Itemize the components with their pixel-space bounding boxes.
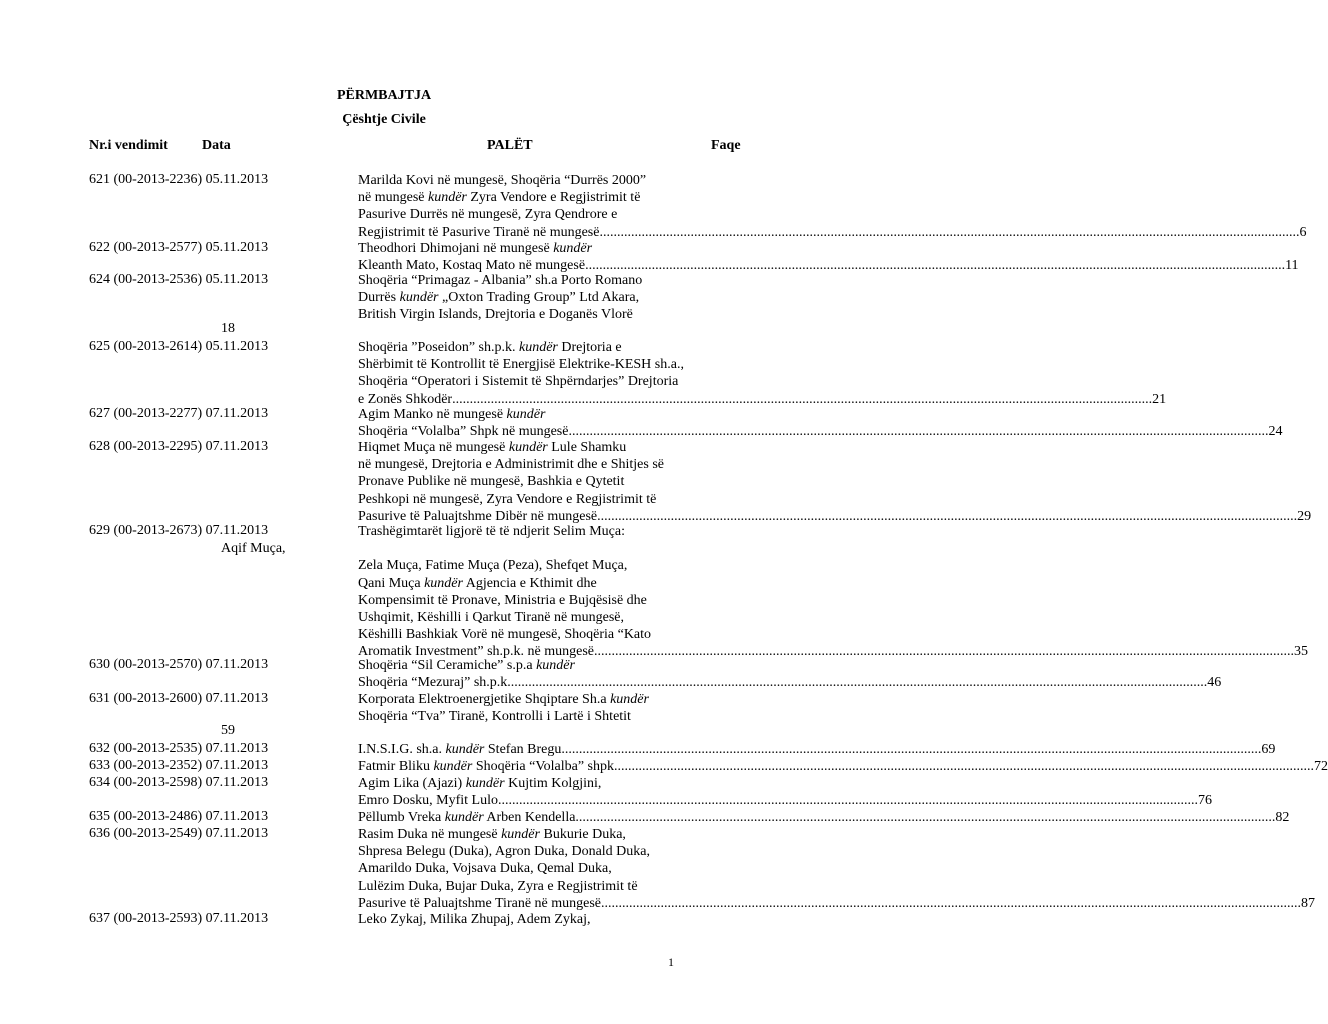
parties-line-text: Peshkopi në mungesë, Zyra Vendore e Regjistrimit të: [358, 491, 657, 507]
parties-line: [358, 826, 724, 843]
parties-line-text: Shoqëria “Primagaz - Albania” sh.a Porto Romano: [358, 273, 643, 288]
parties-line: [358, 741, 1276, 758]
dot-leader: ........................................................................................................................................................................................................: [597, 508, 1298, 524]
parties-line-text: Shoqëria ”Poseidon” sh.p.k. kundër Drejtoria e: [358, 340, 622, 355]
case-number-date: 634 (00-2013-2598) 07.11.2013: [89, 775, 269, 790]
parties-line-text: Fatmir Bliku kundër Shoqëria “Volalba” shpk: [358, 759, 614, 774]
parties-line: [358, 895, 1316, 912]
parties-line: [358, 758, 1328, 775]
entry-page-number: 21: [1152, 391, 1167, 407]
parties-text: [358, 272, 724, 324]
parties-text: [358, 809, 1290, 826]
dot-leader: ........................................................................................................................................................................................................: [585, 258, 1286, 274]
case-number-date: 637 (00-2013-2593) 07.11.2013: [89, 911, 269, 926]
parties-text: [358, 657, 1222, 691]
entry-page-number: 76: [1198, 793, 1212, 809]
parties-line: [358, 224, 1307, 241]
parties-line: [358, 592, 724, 609]
parties-line: [358, 423, 1283, 440]
parties-line: [358, 557, 724, 574]
toc-subtitle: Çështje Civile: [342, 112, 426, 127]
parties-line: [358, 708, 724, 725]
parties-text: [358, 775, 1212, 809]
parties-line-text: Shoqëria “Operatori i Sistemit të Shpërndarjes” Drejtoria: [358, 374, 679, 390]
header-decision-number: Nr.i vendimit: [89, 138, 168, 153]
parties-text: [358, 758, 1328, 775]
entry-page-number: 24: [1268, 424, 1283, 440]
header-date: Data: [202, 138, 231, 153]
parties-line-text: Trashëgimtarët ligjorë të të ndjerit Selim Muça:: [358, 524, 625, 539]
case-number-date: 624 (00-2013-2536) 05.11.2013: [89, 272, 269, 287]
parties-line-text: Regjistrimit të Pasurive Tiranë në mungesë: [358, 224, 600, 240]
entry-page-number: 11: [1285, 258, 1299, 274]
parties-line: [358, 657, 724, 674]
parties-text: [358, 406, 1283, 440]
parties-line: [358, 189, 724, 206]
case-number-date: 635 (00-2013-2486) 07.11.2013: [89, 809, 269, 824]
header-page: Faqe: [711, 138, 741, 153]
parties-line: [358, 540, 724, 557]
dot-leader: ........................................................................................................................................................................................................: [507, 675, 1208, 691]
parties-line-text: Rasim Duka në mungesë kundër Bukurie Duka,: [358, 827, 626, 842]
parties-line: [358, 172, 724, 189]
parties-line: [358, 575, 724, 592]
parties-line-text: Agim Lika (Ajazi) kundër Kujtim Kolgjini,: [358, 776, 602, 791]
parties-line: [358, 406, 724, 423]
dot-leader: ........................................................................................................................................................................................................: [601, 895, 1302, 911]
parties-line: [358, 356, 724, 373]
dot-leader: ........................................................................................................................................................................................................: [614, 759, 1314, 774]
parties-line-text: në mungesë kundër Zyra Vendore e Regjistrimit të: [358, 190, 641, 206]
parties-line-text: Lulëzim Duka, Bujar Duka, Zyra e Regjistrimit të: [358, 878, 638, 894]
stray-name: Aqif Muça,: [221, 541, 286, 556]
parties-line: [358, 306, 724, 323]
parties-line-text: në mungesë, Drejtoria e Administrimit dhe e Shitjes së: [358, 457, 664, 473]
parties-line-text: Korporata Elektroenergjetike Shqiptare Sh.a kundër: [358, 692, 649, 707]
entry-page-number: 6: [1299, 224, 1307, 240]
parties-line: [358, 674, 1222, 691]
parties-line: [358, 911, 724, 928]
parties-line: [358, 439, 724, 456]
parties-line: [358, 878, 724, 895]
dot-leader: ........................................................................................................................................................................................................: [498, 793, 1198, 809]
dot-leader: ........................................................................................................................................................................................................: [575, 810, 1276, 825]
parties-line-text: Shpresa Belegu (Duka), Agron Duka, Donald Duka,: [358, 844, 650, 860]
parties-line: [358, 456, 724, 473]
case-number-date: 629 (00-2013-2673) 07.11.2013: [89, 523, 269, 538]
case-number-date: 630 (00-2013-2570) 07.11.2013: [89, 657, 269, 672]
parties-line-text: Qani Muça kundër Agjencia e Kthimit dhe: [358, 575, 597, 591]
entry-page-number: 46: [1207, 675, 1222, 691]
parties-line: [358, 860, 724, 877]
parties-line-text: Pëllumb Vreka kundër Arben Kendella: [358, 810, 576, 825]
case-number-date: 631 (00-2013-2600) 07.11.2013: [89, 691, 269, 706]
parties-text: [358, 523, 1309, 661]
parties-line-text: Ushqimit, Këshilli i Qarkut Tiranë në mungesë,: [358, 609, 624, 625]
parties-text: [358, 691, 724, 725]
parties-line-text: Shoqëria “Volalba” Shpk në mungesë: [358, 424, 569, 440]
case-number-date: 622 (00-2013-2577) 05.11.2013: [89, 240, 269, 255]
entry-page-number: 72: [1314, 759, 1328, 774]
case-number-date: 621 (00-2013-2236) 05.11.2013: [89, 172, 269, 187]
parties-line: [358, 206, 724, 223]
case-number-date: 627 (00-2013-2277) 07.11.2013: [89, 406, 269, 421]
dot-leader: ........................................................................................................................................................................................................: [452, 391, 1153, 407]
parties-text: [358, 439, 1312, 525]
parties-line: [358, 272, 724, 289]
parties-line: [358, 691, 724, 708]
dot-leader: ........................................................................................................................................................................................................: [568, 424, 1269, 440]
dot-leader: ........................................................................................................................................................................................................: [561, 742, 1262, 757]
parties-line: [358, 473, 724, 490]
parties-line-text: Shoqëria “Mezuraj” sh.p.k: [358, 675, 508, 691]
parties-line-text: Marilda Kovi në mungesë, Shoqëria “Durrës 2000”: [358, 173, 647, 188]
parties-line-text: Zela Muça, Fatime Muça (Peza), Shefqet Muça,: [358, 558, 628, 574]
parties-line-text: I.N.S.I.G. sh.a. kundër Stefan Bregu: [358, 742, 562, 757]
case-number-date: 625 (00-2013-2614) 05.11.2013: [89, 339, 269, 354]
entry-page-number: 35: [1294, 644, 1309, 660]
parties-line-text: Shërbimit të Kontrollit të Energjisë Elektrike-KESH sh.a.,: [358, 357, 684, 373]
toc-title: PËRMBAJTJA: [336, 88, 432, 103]
parties-line-text: Pasurive të Paluajtshme Tiranë në mungesë: [358, 895, 602, 911]
parties-line: [358, 339, 724, 356]
parties-line: [358, 626, 724, 643]
parties-line-text: Aromatik Investment” sh.p.k. në mungesë: [358, 644, 595, 660]
parties-line-text: Leko Zykaj, Milika Zhupaj, Adem Zykaj,: [358, 912, 591, 927]
parties-line-text: Theodhori Dhimojani në mungesë kundër: [358, 241, 593, 256]
parties-line: [358, 289, 724, 306]
parties-line-text: Shoqëria “Sil Ceramiche” s.p.a kundër: [358, 658, 575, 673]
parties-line-text: Pasurive të Paluajtshme Dibër në mungesë: [358, 508, 598, 524]
parties-line-text: Pasurive Durrës në mungesë, Zyra Qendrore e: [358, 207, 618, 223]
parties-text: [358, 826, 1316, 912]
parties-line-text: Emro Dosku, Myfit Lulo: [358, 793, 498, 809]
parties-line: [358, 523, 724, 540]
parties-line-text: Durrës kundër „Oxton Trading Group” Ltd Akara,: [358, 290, 640, 306]
stray-page-18: 18: [221, 321, 235, 336]
parties-line-text: Shoqëria “Tva” Tiranë, Kontrolli i Lartë i Shtetit: [358, 709, 631, 725]
parties-text: [358, 741, 1276, 758]
dot-leader: ........................................................................................................................................................................................................: [599, 224, 1300, 240]
parties-line-text: Kompensimit të Pronave, Ministria e Bujqësisë dhe: [358, 592, 647, 608]
parties-line: [358, 792, 1212, 809]
header-parties: PALËT: [487, 138, 533, 153]
parties-line-text: Këshilli Bashkiak Vorë në mungesë, Shoqëria “Kato: [358, 627, 652, 643]
stray-page-59: 59: [221, 723, 235, 738]
case-number-date: 632 (00-2013-2535) 07.11.2013: [89, 741, 269, 756]
entry-page-number: 87: [1301, 895, 1316, 911]
entry-page-number: 82: [1275, 810, 1290, 825]
page-number: 1: [668, 955, 674, 969]
parties-line: [358, 843, 724, 860]
parties-line: [358, 240, 724, 257]
parties-line: [358, 609, 724, 626]
parties-line-text: Hiqmet Muça në mungesë kundër Lule Shamku: [358, 440, 627, 455]
parties-line: [358, 775, 724, 792]
parties-text: [358, 240, 1299, 274]
parties-text: [358, 172, 1307, 241]
parties-line-text: British Virgin Islands, Drejtoria e Doganës Vlorë: [358, 307, 633, 323]
entry-page-number: 29: [1297, 508, 1312, 524]
parties-line-text: Pronave Publike në mungesë, Bashkia e Qytetit: [358, 474, 625, 490]
parties-line-text: Amarildo Duka, Vojsava Duka, Qemal Duka,: [358, 861, 612, 877]
parties-line-text: Kleanth Mato, Kostaq Mato në mungesë: [358, 258, 586, 274]
parties-line: [358, 809, 1290, 826]
parties-line-text: e Zonës Shkodër: [358, 391, 453, 407]
parties-text: [358, 339, 1167, 408]
dot-leader: ........................................................................................................................................................................................................: [594, 644, 1295, 660]
parties-line-text: Agim Manko në mungesë kundër: [358, 407, 546, 422]
parties-text: [358, 911, 724, 928]
parties-line: [358, 373, 724, 390]
entry-page-number: 69: [1261, 742, 1276, 757]
case-number-date: 633 (00-2013-2352) 07.11.2013: [89, 758, 269, 773]
case-number-date: 636 (00-2013-2549) 07.11.2013: [89, 826, 269, 841]
parties-line: [358, 491, 724, 508]
case-number-date: 628 (00-2013-2295) 07.11.2013: [89, 439, 269, 454]
